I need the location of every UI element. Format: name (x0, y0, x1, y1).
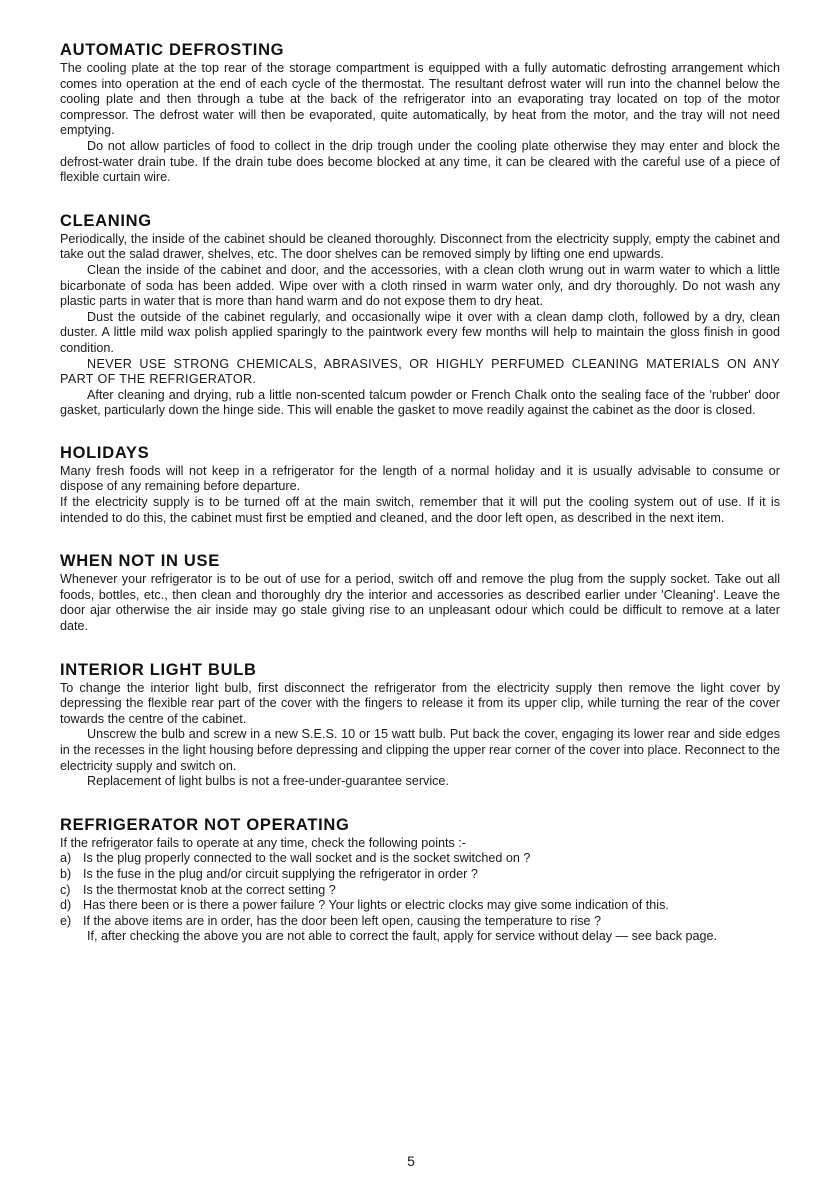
section-automatic-defrosting (60, 40, 780, 186)
checklist-item-marker: c) (60, 882, 71, 897)
checklist-item-text: Is the fuse in the plug and/or circuit supplying the refrigerator in order ? (83, 866, 478, 881)
checklist-item-marker: a) (60, 851, 72, 866)
paragraph: To change the interior light bulb, first disconnect the refrigerator from the electricity supply then remove the light cover by depressing the flexible rear part of the cover with the fingers to release it from its upper clip, while turning the rear of the cover towards the centre of the cabinet. (60, 680, 780, 726)
manual-page (60, 40, 780, 970)
paragraph: Dust the outside of the cabinet regularly, and occasionally wipe it over with a clean damp cloth, followed by a dry, clean duster. A little mild wax polish applied sparingly to the paintwork every few months will help to maintain the gloss finish in good condition. (60, 309, 780, 355)
section-cleaning (60, 211, 780, 419)
checklist-item (60, 867, 780, 883)
section-refrigerator-not-operating (60, 815, 780, 945)
paragraph: Many fresh foods will not keep in a refrigerator for the length of a normal holiday and it is usually advisable to consume or dispose of any remaining before departure. (60, 463, 780, 494)
section-heading: WHEN NOT IN USE (60, 552, 220, 571)
section-interior-light-bulb (60, 660, 780, 790)
paragraph: If, after checking the above you are not able to correct the fault, apply for service without delay — see back page. (87, 929, 718, 944)
paragraph: The cooling plate at the top rear of the storage compartment is equipped with a fully automatic defrosting arrangement which comes into operation at the end of each cycle of the thermostat. The resultant defrost water will run into the channel below the cooling plate and then through a tube at the back of the refrigerator into an evaporating tray located on top of the motor compressor. The defrost water will then be evaporated, quite automatically, by heat from the motor, and the tray will not need emptying. (60, 61, 780, 138)
section-when-not-in-use (60, 551, 780, 634)
section-heading: REFRIGERATOR NOT OPERATING (60, 815, 350, 834)
checklist-item (60, 914, 780, 930)
paragraph: If the refrigerator fails to operate at any time, check the following points :- (60, 835, 467, 850)
checklist-item-text: Has there been or is there a power failure ? Your lights or electric clocks may give some indication of this. (83, 898, 669, 913)
checklist-item-text: If the above items are in order, has the door been left open, causing the temperature to rise ? (83, 913, 602, 928)
paragraph: Whenever your refrigerator is to be out of use for a period, switch off and remove the plug from the supply socket. Take out all foods, bottles, etc., then clean and thoroughly dry the interior and accessories as described earlier under 'Cleaning'. Leave the door ajar otherwise the air inside may go stale giving rise to an unpleasant odour which could be difficult to remove at a later date. (60, 572, 780, 634)
checklist-item (60, 883, 780, 899)
checklist-item (60, 898, 780, 914)
section-heading: AUTOMATIC DEFROSTING (60, 41, 285, 59)
paragraph: Clean the inside of the cabinet and door, and the accessories, with a clean cloth wrung out in warm water to which a little bicarbonate of soda has been added. Wipe over with a cloth rinsed in warm water only, and dry thoroughly. Do not wash any plastic parts in water that is more than hand warm and do not expose them to dry heat. (60, 262, 780, 309)
paragraph: Replacement of light bulbs is not a free-under-guarantee service. (87, 774, 449, 789)
paragraph: Do not allow particles of food to collect in the drip trough under the cooling plate otherwise they may enter and block the defrost-water drain tube. If the drain tube does become blocked at any time, it can be cleared with the careful use of a piece of flexible curtain wire. (60, 138, 780, 185)
checklist-item (60, 851, 780, 867)
paragraph: After cleaning and drying, rub a little non-scented talcum powder or French Chalk onto the sealing face of the 'rubber' door gasket, particularly down the hinge side. This will enable the gasket to move readily against the cabinet as the door is closed. (60, 387, 780, 418)
warning-paragraph: NEVER USE STRONG CHEMICALS, ABRASIVES, OR HIGHLY PERFUMED CLEANING MATERIALS ON ANY PART OF THE REFRIGERATOR. (60, 356, 780, 387)
checklist-item-text: Is the thermostat knob at the correct setting ? (83, 882, 336, 897)
paragraph: Periodically, the inside of the cabinet should be cleaned thoroughly. Disconnect from the electricity supply, empty the cabinet and take out the salad drawer, shelves, etc. The door shelves can be removed simply by lifting one end upwards. (60, 231, 780, 262)
checklist-item-marker: b) (60, 866, 72, 881)
section-heading: CLEANING (60, 211, 152, 230)
section-holidays (60, 443, 780, 526)
paragraph: Unscrew the bulb and screw in a new S.E.S. 10 or 15 watt bulb. Put back the cover, engaging its lower rear and side edges in the recesses in the light housing before depressing and clipping the upper rear corner of the cover into place. Reconnect to the electricity supply and switch on. (60, 727, 780, 773)
checklist (60, 851, 780, 929)
paragraph: If the electricity supply is to be turned off at the main switch, remember that it will put the cooling system out of use. If it is intended to do this, the cabinet must first be emptied and cleaned, and the door left open, as described in the next item. (60, 495, 780, 525)
checklist-item-marker: e) (60, 913, 72, 928)
section-heading: HOLIDAYS (60, 443, 150, 462)
page-number: 5 (407, 1153, 415, 1169)
section-heading: INTERIOR LIGHT BULB (60, 660, 257, 679)
checklist-item-marker: d) (60, 898, 72, 913)
checklist-item-text: Is the plug properly connected to the wall socket and is the socket switched on ? (83, 851, 531, 866)
